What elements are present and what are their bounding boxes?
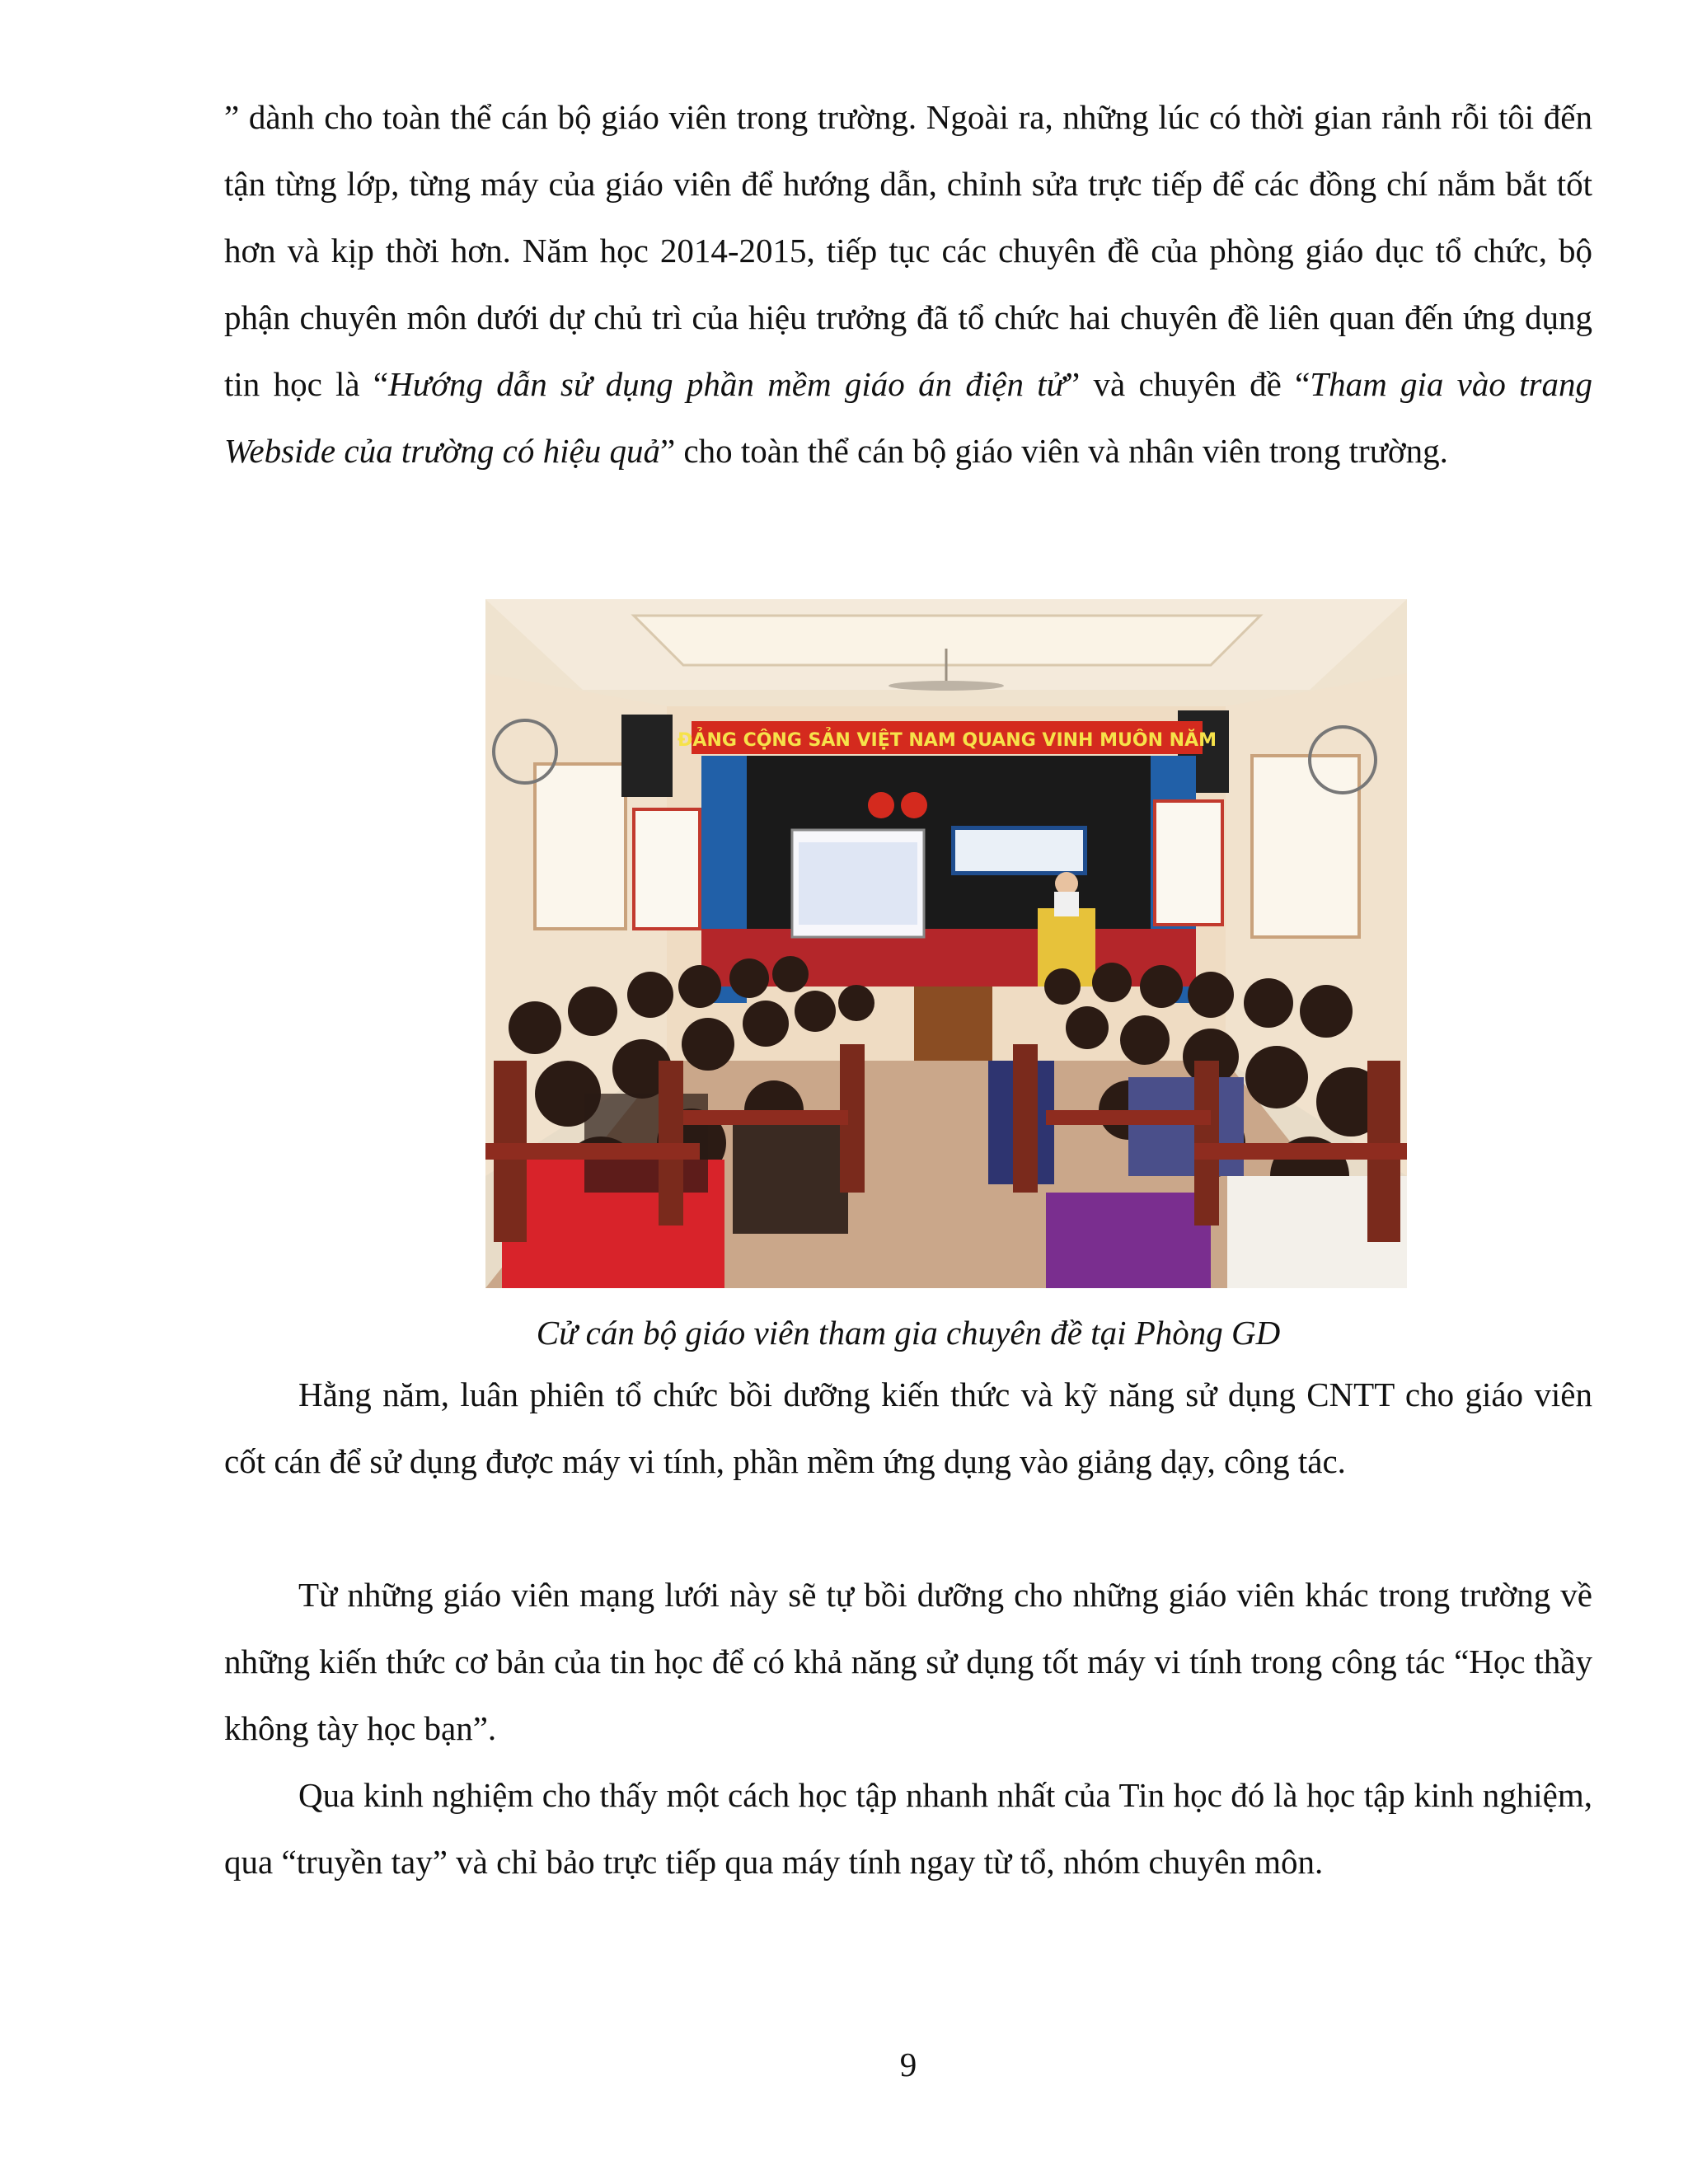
page-number: [0, 2041, 1688, 2088]
paragraph-1-text-b: ” và chuyên đề “: [1064, 365, 1311, 403]
topic-2-title: Tham gia vào trang Webside của trường có hiệu quả: [224, 365, 1592, 470]
page-number-text: 9: [899, 2046, 917, 2083]
photo-caption: Cử cán bộ giáo viên tham gia chuyên đề tại Phòng GD: [536, 1314, 1281, 1352]
conference-photo: [485, 599, 1407, 1288]
paragraph-1-text-c: ” cho toàn thể cán bộ giáo viên và nhân viên trong trường.: [659, 432, 1448, 470]
paragraph-2: Hằng năm, luân phiên tổ chức bồi dưỡng kiến thức và kỹ năng sử dụng CNTT cho giáo viên cốt cán để sử dụng được máy vi tính, phần mềm ứng dụng vào giảng dạy, công tác.: [224, 1376, 1592, 1480]
paragraph-1-text-a: ” dành cho toàn thể cán bộ giáo viên trong trường. Ngoài ra, những lúc có thời gian rảnh rỗi tôi đến tận từng lớp, từng máy của giáo viên để hướng dẫn, chỉnh sửa trực tiếp để các đồng chí nắm bắt tốt hơn và kịp thời hơn. Năm học 2014-2015, tiếp tục các chuyên đề của phòng giáo dục tổ chức, bộ phận chuyên môn dưới dự chủ trì của hiệu trưởng đã tổ chức hai chuyên đề liên quan đến ứng dụng tin học là “: [224, 98, 1592, 403]
paragraph-1: [224, 84, 1592, 485]
paragraph-3: Từ những giáo viên mạng lưới này sẽ tự bồi dưỡng cho những giáo viên khác trong trường về những kiến thức cơ bản của tin học để có khả năng sử dụng tốt máy vi tính trong công tác “Học thầy không tày học bạn”.: [224, 1576, 1592, 1747]
paragraph-4: Qua kinh nghiệm cho thấy một cách học tập nhanh nhất của Tin học đó là học tập kinh nghiệm, qua “truyền tay” và chỉ bảo trực tiếp qua máy tính ngay từ tổ, nhóm chuyên môn.: [224, 1776, 1592, 1881]
stage-banner: ĐẢNG CỘNG SẢN VIỆT NAM QUANG VINH MUÔN NĂM: [677, 730, 1217, 751]
topic-1-title: Hướng dẫn sử dụng phần mềm giáo án điện tử: [388, 365, 1065, 403]
